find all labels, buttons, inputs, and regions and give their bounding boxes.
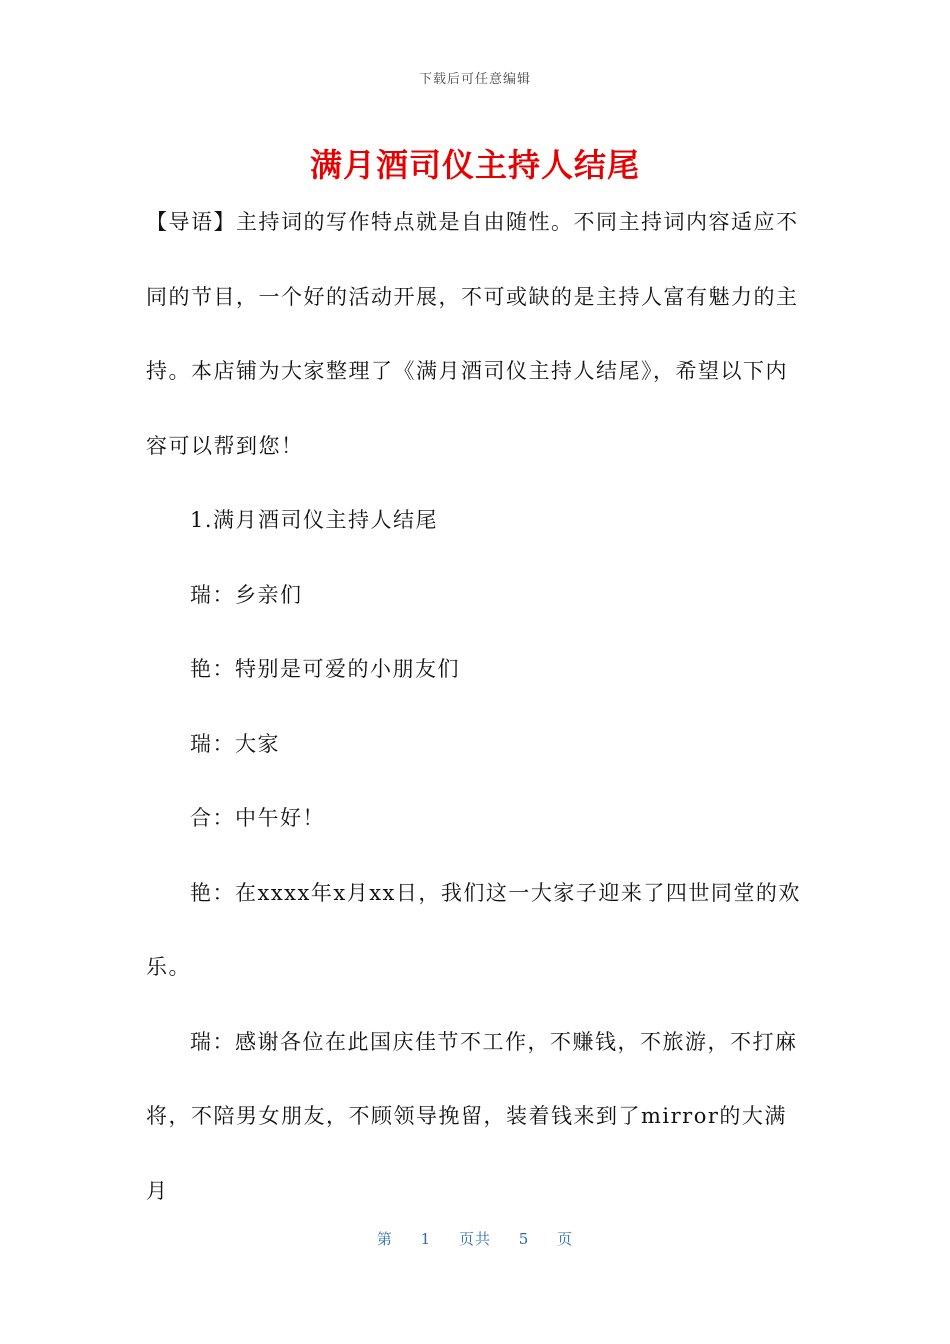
document-title: 满月酒司仪主持人结尾 [309,146,640,184]
page-label-prefix: 第 [376,1230,393,1248]
intro-paragraph: 【导语】主持词的写作特点就是自由随性。不同主持词内容适应不同的节目，一个好的活动开展，不可或缺的是主持人富有魅力的主持。本店铺为大家整理了《满月酒司仪主持人结尾》，希望以下内容可以帮到您！ [146,210,799,458]
section-heading: 1.满月酒司仪主持人结尾 [190,508,439,532]
page-label-mid: 页共 [458,1230,491,1248]
dialogue-line: 瑞：大家 [190,731,280,756]
dialogue-line: 瑞：乡亲们 [190,582,303,607]
page-label-suffix: 页 [557,1230,574,1248]
header-note: 下载后可任意编辑 [418,72,531,87]
dialogue-line: 艳：在xxxx年x月xx日，我们这一大家子迎来了四世同堂的欢乐。 [146,880,801,979]
page-footer [0,1228,950,1249]
page-total-number: 5 [518,1230,530,1248]
dialogue-line: 合：中午好！ [190,806,325,830]
dialogue-line: 瑞：感谢各位在此国庆佳节不工作，不赚钱，不旅游，不打麻将，不陪男女朋友，不顾领导挽留，装着钱来到了mirror的大满月 [146,1029,798,1203]
dialogue-line: 艳：特别是可爱的小朋友们 [190,657,460,681]
document-body [146,185,806,1228]
page-current-number: 1 [420,1230,432,1248]
